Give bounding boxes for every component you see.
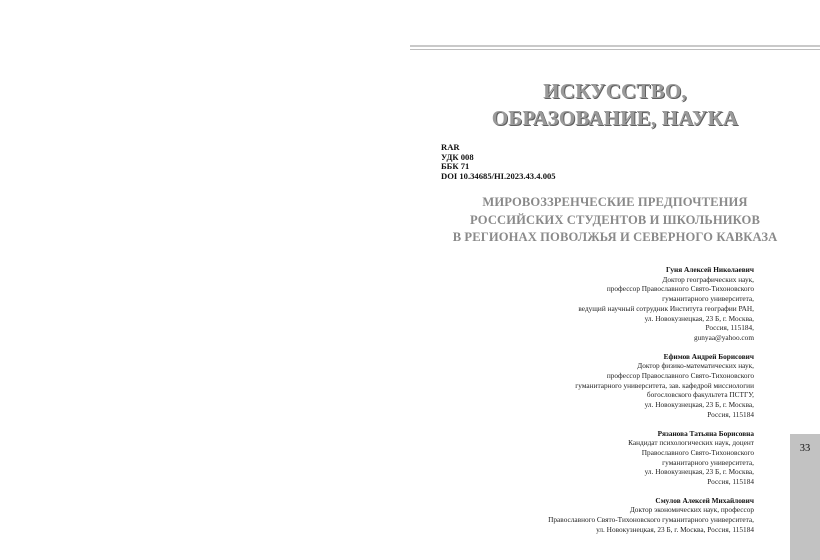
author-affiliation-line: богословского факультета ПСТГУ, bbox=[646, 390, 754, 400]
header-rule bbox=[410, 45, 820, 47]
author-name: Ефимов Андрей Борисович bbox=[663, 351, 754, 361]
code-doi: DOI 10.34685/HI.2023.43.4.005 bbox=[441, 170, 556, 181]
author-name: Гуня Алексей Николаевич bbox=[666, 265, 754, 274]
header-rule-thin bbox=[410, 49, 820, 50]
article-title-line: РОССИЙСКИХ СТУДЕНТОВ И ШКОЛЬНИКОВ bbox=[470, 212, 760, 227]
article-title-line: В РЕГИОНАХ ПОВОЛЖЬЯ И СЕВЕРНОГО КАВКАЗА bbox=[452, 230, 778, 244]
page-number: 33 bbox=[799, 443, 811, 454]
section-title bbox=[410, 78, 820, 132]
author-affiliation-line: ул. Новокузнецкая, 23 Б, г. Москва, bbox=[644, 313, 754, 323]
author-affiliation-line: ул. Новокузнецкая, 23 Б, г. Москва, bbox=[644, 467, 754, 477]
author-affiliation-line: Православного Свято-Тихоновского гуманитарного университета, bbox=[548, 515, 754, 525]
author-affiliation-line: Россия, 115184 bbox=[707, 409, 754, 419]
author-affiliation-line: ул. Новокузнецкая, 23 Б, г. Москва, Россия, 115184 bbox=[596, 524, 754, 534]
section-title-line: ИСКУССТВО, bbox=[543, 79, 687, 103]
author-affiliation-line: ул. Новокузнецкая, 23 Б, г. Москва, bbox=[644, 400, 754, 410]
author-name: Рязанова Татьяна Борисовна bbox=[657, 428, 754, 438]
authors-block bbox=[394, 265, 754, 544]
code-rar: RAR bbox=[441, 142, 460, 152]
author-entry bbox=[394, 265, 754, 343]
author-affiliation-line: гуманитарного университета, bbox=[662, 294, 754, 304]
author-entry bbox=[394, 429, 754, 487]
code-bbk: ББК 71 bbox=[441, 161, 470, 172]
author-affiliation-line: Доктор физико-математических наук, bbox=[637, 361, 754, 371]
author-affiliation-line: гуманитарного университета, bbox=[662, 457, 754, 467]
author-email[interactable]: gunyaa@yahoo.com bbox=[693, 332, 754, 342]
author-affiliation-line: профессор Православного Свято-Тихоновского bbox=[606, 371, 754, 381]
author-affiliation-line: профессор Православного Свято-Тихоновского bbox=[606, 284, 754, 294]
page-number-tab bbox=[790, 434, 820, 560]
author-entry bbox=[394, 352, 754, 420]
section-title-line: ОБРАЗОВАНИЕ, НАУКА bbox=[491, 106, 739, 130]
author-affiliation-line: Православного Свято-Тихоновского bbox=[641, 447, 754, 457]
article-title-line: МИРОВОЗЗРЕНЧЕСКИЕ ПРЕДПОЧТЕНИЯ bbox=[482, 195, 748, 209]
author-affiliation-line: Доктор экономических наук, профессор bbox=[629, 505, 754, 515]
author-affiliation-line: ведущий научный сотрудник Института географии РАН, bbox=[578, 303, 754, 313]
code-udk: УДК 008 bbox=[441, 151, 474, 162]
author-affiliation-line: Доктор географических наук, bbox=[662, 274, 754, 284]
classification-codes bbox=[441, 143, 556, 181]
author-affiliation-line: Россия, 115184 bbox=[707, 477, 754, 487]
author-affiliation-line: Кандидат психологических наук, доцент bbox=[628, 438, 754, 448]
author-entry bbox=[394, 496, 754, 535]
author-name: Смулов Алексей Михайлович bbox=[655, 495, 754, 505]
article-title bbox=[420, 194, 810, 247]
author-affiliation-line: Россия, 115184, bbox=[705, 323, 754, 333]
author-affiliation-line: гуманитарного университета, зав. кафедрой миссиологии bbox=[575, 380, 754, 390]
